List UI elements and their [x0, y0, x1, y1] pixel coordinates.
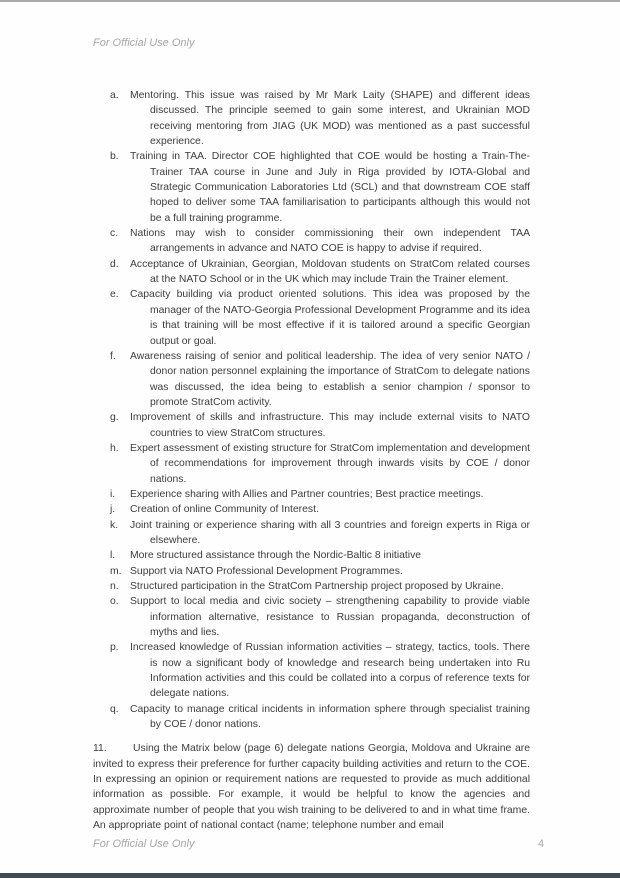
list-item-o: [90, 594, 530, 640]
list-item-i: [90, 487, 530, 502]
list-item-text: Expert assessment of existing structure for StratCom implementation and development of recommendations for improvement through inwards visits by COE / donor nations.: [130, 442, 530, 485]
list-item-q: [90, 702, 530, 733]
page-number: 4: [538, 838, 545, 850]
list-item-marker: e.: [110, 289, 119, 301]
list-item-c: [90, 226, 530, 257]
list-item-marker: m.: [110, 565, 122, 577]
list-item-d: [90, 257, 530, 288]
list-item-marker: n.: [110, 581, 119, 592]
list-item-marker: k.: [110, 519, 119, 531]
list-item-text: Structured participation in the StratCom Partnership project proposed by Ukraine.: [130, 581, 504, 592]
list-item-text: Support to local media and civic society – strengthening capability to provide viable information alternative, resistance to Russian propaganda, deconstruction of myths and lies.: [130, 596, 530, 639]
list-item-text: Joint training or experience sharing with all 3 countries and foreign experts in Riga or elsewhere.: [130, 519, 530, 546]
list-item-text: Increased knowledge of Russian information activities – strategy, tactics, tools. There is now a significant body of knowledge and research being undertaken into Ru Information activities and this could be collated into a corpus of reference texts for delegate nations.: [130, 642, 530, 700]
list-item-marker: j.: [110, 504, 116, 516]
list-item-p: [90, 640, 530, 701]
list-item-text: Awareness raising of senior and political leadership. The idea of very senior NATO / donor nation personnel explaining the importance of StratCom to delegate nations was discussed, the idea being to establish a senior champion / sponsor to promote StratCom activity.: [130, 350, 530, 408]
list-item-b: [90, 149, 530, 226]
list-item-text: Capacity building via product oriented solutions. This idea was proposed by the manager of the NATO-Georgia Professional Development Programme and its idea is that training will be most effective if it is tailored around a specific Georgian output or goal.: [130, 289, 530, 347]
list-item-h: [90, 441, 530, 487]
list-item-marker: f.: [110, 350, 116, 362]
paragraph-text: Using the Matrix below (page 6) delegate nations Georgia, Moldova and Ukraine are invited to express their preference for further capacity building activities and return to the COE. In expressing an opinion or requirement nations are requested to provide as much additional information as possible. For example, it would be helpful to know the agencies and approximate number of people that you wish training to be delivered to and in what time frame. An appropriate point of national contact (name; telephone number and email: [93, 743, 530, 832]
list-item-n: [90, 579, 530, 594]
list-item-k: [90, 518, 530, 549]
list-item-marker: g.: [110, 412, 119, 424]
list-item-marker: i.: [110, 488, 116, 500]
footer-classification: For Official Use Only: [93, 838, 195, 850]
list-item-marker: a.: [110, 90, 119, 101]
list-item-marker: d.: [110, 258, 119, 270]
header-classification: For Official Use Only: [93, 37, 195, 49]
list-item-text: Mentoring. This issue was raised by Mr Mark Laity (SHAPE) and different ideas discussed. The principle seemed to gain some interest, and Ukrainian MOD receiving mentoring from JIAG (UK MOD) was mentioned as a past successful experience.: [130, 90, 530, 148]
list-item-text: Capacity to manage critical incidents in information sphere through specialist training by COE / donor nations.: [130, 703, 530, 731]
list-item-marker: q.: [110, 703, 119, 715]
list-item-marker: c.: [110, 228, 119, 240]
list-item-text: More structured assistance through the Nordic-Baltic 8 initiative: [130, 550, 422, 562]
list-item-text: Training in TAA. Director COE highlighted that COE would be hosting a Train-The-Trainer TAA course in June and July in Riga provided by IOTA-Global and Strategic Communication Laboratories Ltd (SCL) and that downstream COE staff hoped to deliver some TAA familiarisation to participants although this would not be a full training programme.: [130, 151, 530, 224]
list-item-marker: h.: [110, 442, 119, 454]
list-item-j: [90, 502, 530, 517]
list-item-text: Nations may wish to consider commissioning their own independent TAA arrangements in advance and NATO COE is happy to advise if required.: [130, 228, 530, 255]
list-item-marker: p.: [110, 642, 119, 654]
list-item-text: Experience sharing with Allies and Partner countries; Best practice meetings.: [130, 488, 484, 500]
list-item-marker: l.: [110, 550, 116, 562]
list-item-l: [90, 548, 530, 563]
bottom-border-bar: [0, 873, 620, 878]
list-item-e: [90, 287, 530, 348]
list-item-marker: o.: [110, 596, 119, 608]
document-body: [90, 88, 530, 834]
list-item-text: Creation of online Community of Interest.: [130, 504, 319, 516]
list-item-marker: b.: [110, 151, 119, 163]
list-item-a: [90, 88, 530, 149]
paragraph-number: 11.: [93, 743, 107, 755]
list-item-text: Acceptance of Ukrainian, Georgian, Moldovan students on StratCom related courses at the NATO School or in the UK which may include Train the Trainer element.: [130, 258, 530, 286]
paragraph-11: [90, 741, 530, 833]
list-item-f: [90, 349, 530, 410]
list-item-g: [90, 410, 530, 441]
list-item-text: Support via NATO Professional Development Programmes.: [130, 565, 403, 577]
top-border-bar: [0, 0, 620, 2]
list-item-m: [90, 564, 530, 579]
list-item-text: Improvement of skills and infrastructure. This may include external visits to NATO countries to view StratCom structures.: [130, 412, 530, 439]
